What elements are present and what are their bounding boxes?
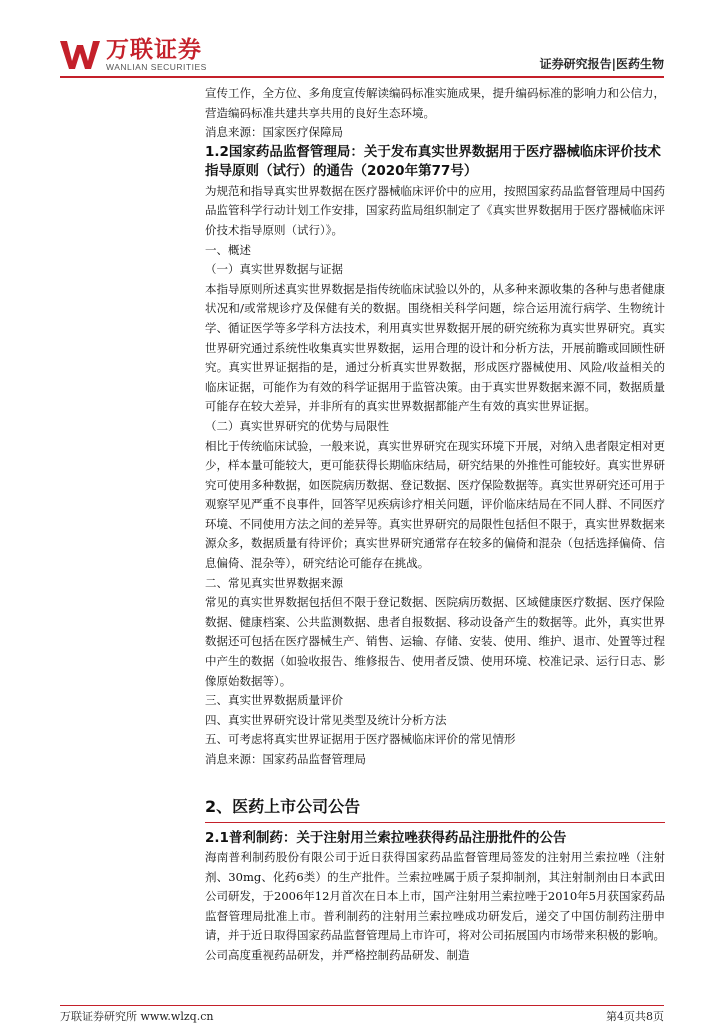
source-note: 消息来源：国家医疗保障局 <box>205 125 343 140</box>
section-heading-2-1: 2.1普利制药：关于注射用兰索拉唑获得药品注册批件的公告 <box>205 829 567 846</box>
subheading-scenarios: 五、可考虑将真实世界证据用于医疗器械临床评价的常见情形 <box>205 732 516 747</box>
report-category: 证券研究报告|医药生物 <box>539 57 664 71</box>
paragraph-data-evidence: 本指导原则所述真实世界数据是指传统临床试验以外的，从多种来源收集的各种与患者健康状况和/或常规诊疗及保健有关的数据。围绕相关科学问题，综合运用流行病学、生物统计学、循证医学等多学科方法技术，利用真实世界数据开展的研究统称为真实世界研究。真实世界研究通过系统性收集真实世界数据，运用合理的设计和分析方法，开展前瞻或回顾性研究。真实世界证据指的是，通过分析真实世界数据，形成医疗器械使用、风险/收益相关的临床证据，可能作为有效的科学证据用于监管决策。由于真实世界数据来源不同，数据质量可能存在较大差异，并非所有的真实世界数据都能产生有效的真实世界证据。 <box>205 281 665 414</box>
section-heading-1-2: 1.2国家药品监督管理局：关于发布真实世界数据用于医疗器械临床评价技术指导原则（试行）的通告（2020年第77号） <box>205 143 661 180</box>
subheading-overview: 一、概述 <box>205 242 251 257</box>
subheading-advantages: （二）真实世界研究的优势与局限性 <box>205 418 389 433</box>
subheading-data-evidence: （一）真实世界数据与证据 <box>205 262 343 277</box>
page-header <box>0 0 724 80</box>
brand-logo <box>60 38 207 72</box>
paragraph-lead: 为规范和指导真实世界数据在医疗器械临床评价中的应用，按照国家药品监督管理局中国药品监管科学行动计划工作安排，国家药监局组织制定了《真实世界数据用于医疗器械临床评价技术指导原则（试行）》。 <box>205 183 665 237</box>
page-number: 第4页共8页 <box>606 1010 664 1023</box>
subheading-data-sources: 二、常见真实世界数据来源 <box>205 575 343 590</box>
subheading-quality: 三、真实世界数据质量评价 <box>205 693 343 708</box>
page-body <box>205 84 665 966</box>
brand-name-cn: 万联证券 <box>106 37 202 63</box>
source-note: 消息来源：国家药品监督管理局 <box>205 752 366 766</box>
brand-name-en: WANLIAN SECURITIES <box>106 62 207 72</box>
header-divider <box>60 76 664 78</box>
paragraph-advantages: 相比于传统临床试验，一般来说，真实世界研究在现实环境下开展，对纳入患者限定相对更少，样本量可能较大，更可能获得长期临床结局，研究结果的外推性可能较好。真实世界研究可使用多种数据，如医院病历数据、登记数据、医疗保险数据等。真实世界研究还可用于观察罕见严重不良事件，回答罕见疾病诊疗相关问题，评价临床结局在不同人群、不同医疗环境、不同使用方法之间的差异等。真实世界研究的局限性包括但不限于，真实世界数据来源众多，数据质量有待评价；真实世界研究通常存在较多的偏倚和混杂（包括选择偏倚、信息偏倚、混杂等），研究结论可能存在挑战。 <box>205 438 665 571</box>
wanlian-logo-icon <box>60 39 100 71</box>
page-footer <box>60 1008 664 1022</box>
paragraph-announcement: 海南普利制药股份有限公司于近日获得国家药品监督管理局签发的注射用兰索拉唑（注射剂、30mg、化药6类）的生产批件。兰索拉唑属于质子泵抑制剂，其注射制剂由日本武田公司研发，于2006年12月首次在日本上市，国产注射用兰索拉唑于2010年5月获国家药品监督管理局批准上市。普利制药的注射用兰索拉唑成功研发后，递交了中国仿制药注册申请，并于近日取得国家药品监督管理局上市许可，将对公司拓展国内市场带来积极的影响。公司高度重视药品研发，并严格控制药品研发、制造 <box>205 850 665 963</box>
footer-divider <box>60 1005 664 1006</box>
section-title-2: 2、医药上市公司公告 <box>205 796 665 823</box>
paragraph-intro: 宣传工作，全方位、多角度宣传解读编码标准实施成果，提升编码标准的影响力和公信力，营造编码标准共建共享共用的良好生态环境。 <box>205 86 665 120</box>
subheading-design: 四、真实世界研究设计常见类型及统计分析方法 <box>205 712 447 727</box>
footer-source: 万联证券研究所 www.wlzq.cn <box>60 1010 214 1023</box>
paragraph-data-sources: 常见的真实世界数据包括但不限于登记数据、医院病历数据、区域健康医疗数据、医疗保险数据、健康档案、公共监测数据、患者自报数据、移动设备产生的数据等。此外，真实世界数据还可包括在医疗器械生产、销售、运输、存储、安装、使用、维护、退市、处置等过程中产生的数据（如验收报告、维修报告、使用者反馈、使用环境、校准记录、运行日志、影像原始数据等）。 <box>205 595 665 688</box>
